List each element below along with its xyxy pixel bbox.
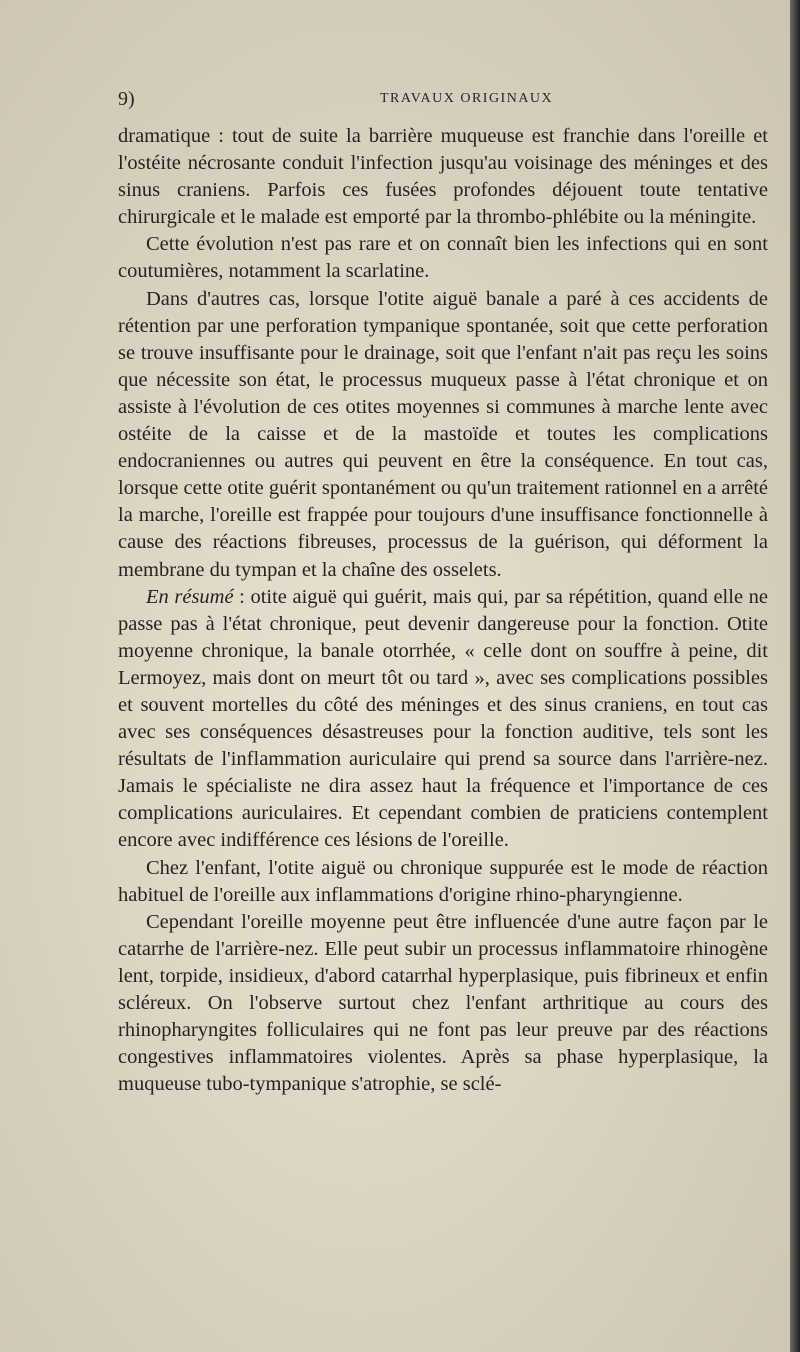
paragraph: Cette évolution n'est pas rare et on connaît bien les infections qui en sont coutumières, notamment la scarlatine. bbox=[118, 233, 768, 283]
page-header bbox=[118, 88, 768, 112]
italic-lead: En résumé bbox=[146, 585, 234, 608]
running-title: TRAVAUX ORIGINAUX bbox=[380, 91, 554, 106]
paragraph-text: : otite aiguë qui guérit, mais qui, par sa répétition, quand elle ne passe pas à l'état chronique, peut devenir dangereuse pour la fonction. Otite moyenne chronique, la banale otorrhée, « celle dont on souffre à peine, dit Lermoyez, mais dont on meurt tôt ou tard », avec ses complications possibles et souvent mortelles du côté des méninges et des sinus craniens, en tout cas avec ses conséquences désastreuses pour la fonction auditive, tels sont les résultats de l'inflammation auriculaire qui prend sa source dans l'arrière-nez. Jamais le spécialiste ne dira assez haut la fréquence et l'importance de ces complications auriculaires. Et cependant combien de praticiens contemplent encore avec indifférence ces lésions de l'oreille. bbox=[118, 585, 768, 852]
paragraph: dramatique : tout de suite la barrière muqueuse est franchie dans l'oreille et l'ostéite nécrosante conduit l'infection jusqu'au voisinage des méninges et des sinus craniens. Parfois ces fusées profondes déjouent toute tentative chirurgicale et le malade est emporté par la thrombo-phlébite ou la méningite. bbox=[118, 125, 768, 229]
body-text bbox=[118, 123, 768, 1098]
page-edge-shadow bbox=[790, 0, 800, 1352]
paragraph bbox=[118, 584, 768, 855]
paragraph: Chez l'enfant, l'otite aiguë ou chronique suppurée est le mode de réaction habituel de l'oreille aux inflammations d'origine rhino-pharyngienne. bbox=[118, 856, 768, 906]
paragraph: Cependant l'oreille moyenne peut être influencée d'une autre façon par le catarrhe de l'arrière-nez. Elle peut subir un processus inflammatoire rhinogène lent, torpide, insidieux, d'abord catarrhal hyperplasique, puis fibrineux et enfin scléreux. On l'observe surtout chez l'enfant arthritique au cours des rhinopharyngites folliculaires qui ne font pas leur preuve par des réactions congestives inflammatoires violentes. Après sa phase hyperplasique, la muqueuse tubo-tympanique s'atrophie, se sclé- bbox=[118, 910, 768, 1096]
paragraph: Dans d'autres cas, lorsque l'otite aiguë banale a paré à ces accidents de rétention par une perforation tympanique spontanée, soit que cette perforation se trouve insuffisante pour le drainage, soit que l'enfant n'ait pas reçu les soins que nécessite son état, le processus muqueux passe à l'état chronique et on assiste à l'évolution de ces otites moyennes si communes à marche lente avec ostéite de la caisse et de la mastoïde et toutes les complications endocraniennes ou autres qui peuvent en être la conséquence. En tout cas, lorsque cette otite guérit spontanément ou qu'un traitement rationnel en a arrêté la marche, l'oreille est frappée pour toujours d'une insuffisance fonctionnelle à cause des réactions fibreuses, processus de la guérison, qui déforment la membrane du tympan et la chaîne des osselets. bbox=[118, 287, 768, 581]
page-number: 9) bbox=[118, 88, 135, 110]
